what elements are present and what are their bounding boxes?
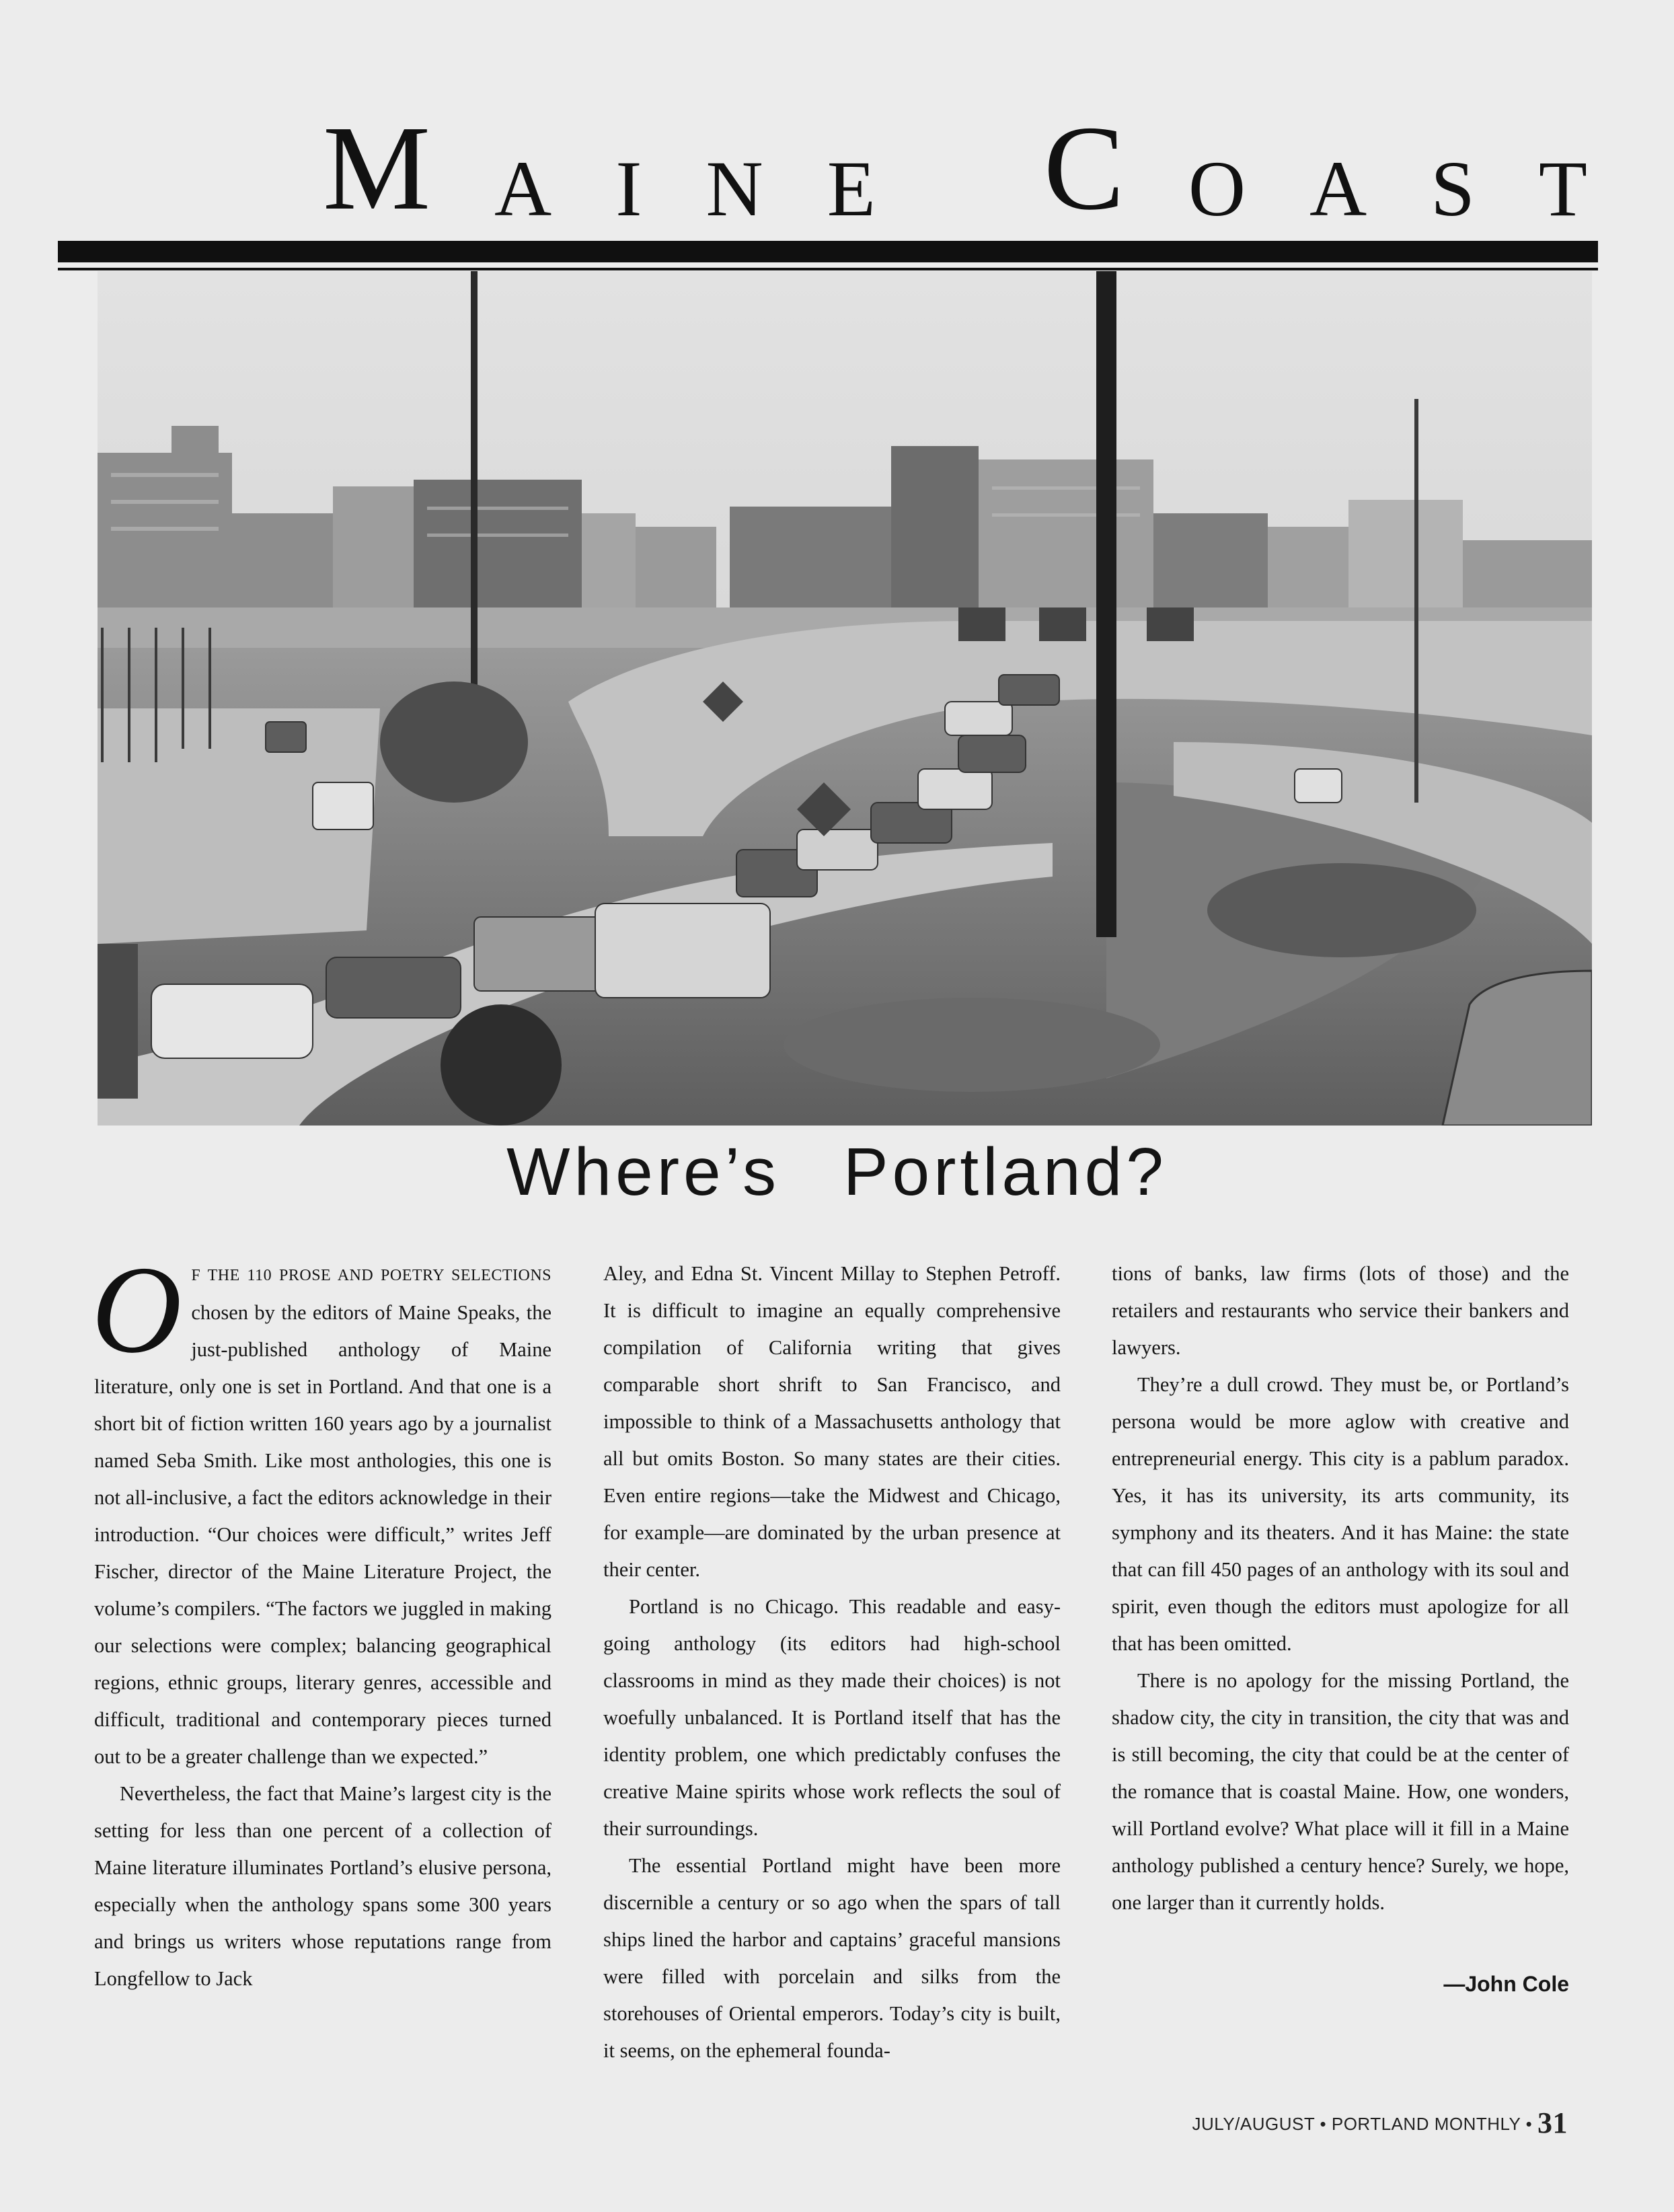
paragraph: The essential Portland might have been more discernible a century or so ago when the spars of tall ships lined the harbor and captains’ graceful mansions were filled with porcelain and silks from the storehouses of Oriental emperors. Today’s city is built, it seems, on the ephemeral founda- xyxy=(603,1854,1061,2062)
highway-photo-illustration xyxy=(98,271,1592,1126)
page-number: 31 xyxy=(1537,2106,1568,2139)
folio-bullet: • xyxy=(1525,2114,1533,2134)
folio-magazine: PORTLAND MONTHLY xyxy=(1331,2114,1521,2134)
section-title-letter: E xyxy=(827,145,876,233)
section-title-letter: A xyxy=(1309,145,1367,233)
header-rule-thick xyxy=(58,241,1598,262)
paragraph: Nevertheless, the fact that Maine’s largest city is the setting for less than one percent of a collection of Maine literature illuminates Portland’s elusive persona, especially when the anthology spans some 300 years and brings us writers whose reputations range from Longfellow to Jack xyxy=(94,1782,551,1990)
paragraph xyxy=(91,1241,551,1775)
folio-bullet: • xyxy=(1320,2114,1327,2134)
lead-in: F THE 110 PROSE AND POETRY SELECTIONS xyxy=(191,1267,551,1284)
highway-photo xyxy=(98,271,1592,1126)
article-column-3 xyxy=(1112,1255,1569,2003)
section-title-letter: O xyxy=(1188,145,1246,233)
section-title-letter: A xyxy=(494,145,552,233)
section-title-letter: S xyxy=(1431,145,1475,233)
section-title-letter: M xyxy=(323,101,431,235)
header-rule-thin xyxy=(58,268,1598,270)
section-title-letter: C xyxy=(1043,101,1125,235)
drop-cap: O xyxy=(91,1241,182,1379)
paragraph: Aley, and Edna St. Vincent Millay to Stephen Petroff. It is difficult to imagine an equally comprehensive compilation of California writing that gives comparable short shrift to San Francisco, and impossible to think of a Massachusetts anthology that all but omits Boston. So many states are their cities. Even entire regions—take the Midwest and Chicago, for example—are dominated by the urban presence at their center. xyxy=(603,1262,1061,1581)
article-headline: Where’s Portland? xyxy=(506,1134,1168,1210)
section-title-letter: I xyxy=(615,145,642,233)
author-byline: —John Cole xyxy=(1443,1972,1569,1996)
section-title-letter: T xyxy=(1538,145,1587,233)
page-folio xyxy=(1192,2106,1568,2140)
section-title xyxy=(323,101,1587,235)
paragraph: There is no apology for the missing Portland, the shadow city, the city in transition, the city that was and is still becoming, the city that could be at the center of the romance that is coastal Maine. How, one wonders, will Portland evolve? What place will it fill in a Maine anthology published a century hence? Surely, we hope, one larger than it currently holds. xyxy=(1112,1669,1569,1914)
section-title-letter: N xyxy=(706,145,763,233)
article-column-1 xyxy=(91,1241,551,1997)
paragraph-text: chosen by the editors of Maine Speaks, the just-published anthology of Maine literature, only one is set in Portland. And that one is a short bit of fiction written 160 years ago by a journalist named Seba Smith. Like most anthologies, this one is not all-inclusive, a fact the editors acknowledge in their introduction. “Our choices were difficult,” writes Jeff Fischer, director of the Maine Literature Project, the volume’s compilers. “The factors we juggled in making our selections were complex; balancing geographical regions, ethnic groups, literary genres, accessible and difficult, traditional and contemporary pieces turned out to be a greater challenge than we expected.” xyxy=(94,1301,551,1768)
paragraph: Portland is no Chicago. This readable and easy-going anthology (its editors had high-school classrooms in mind as they made their choices) is not woefully unbalanced. It is Portland itself that has the identity problem, one which predictably confuses the creative Maine spirits whose work reflects the soul of their surroundings. xyxy=(603,1595,1061,1840)
article-column-2 xyxy=(603,1255,1061,2069)
paragraph: They’re a dull crowd. They must be, or Portland’s persona would be more aglow with creative and entrepreneurial energy. This city is a pablum paradox. Yes, it has its university, its arts community, its symphony and its theaters. And it has Maine: the state that can fill 450 pages of an anthology with its soul and spirit, even though the editors must apologize for all that has been omitted. xyxy=(1112,1373,1569,1655)
paragraph: tions of banks, law firms (lots of those) and the retailers and restaurants who service their bankers and lawyers. xyxy=(1112,1262,1569,1359)
folio-issue: JULY/AUGUST xyxy=(1192,2114,1315,2134)
